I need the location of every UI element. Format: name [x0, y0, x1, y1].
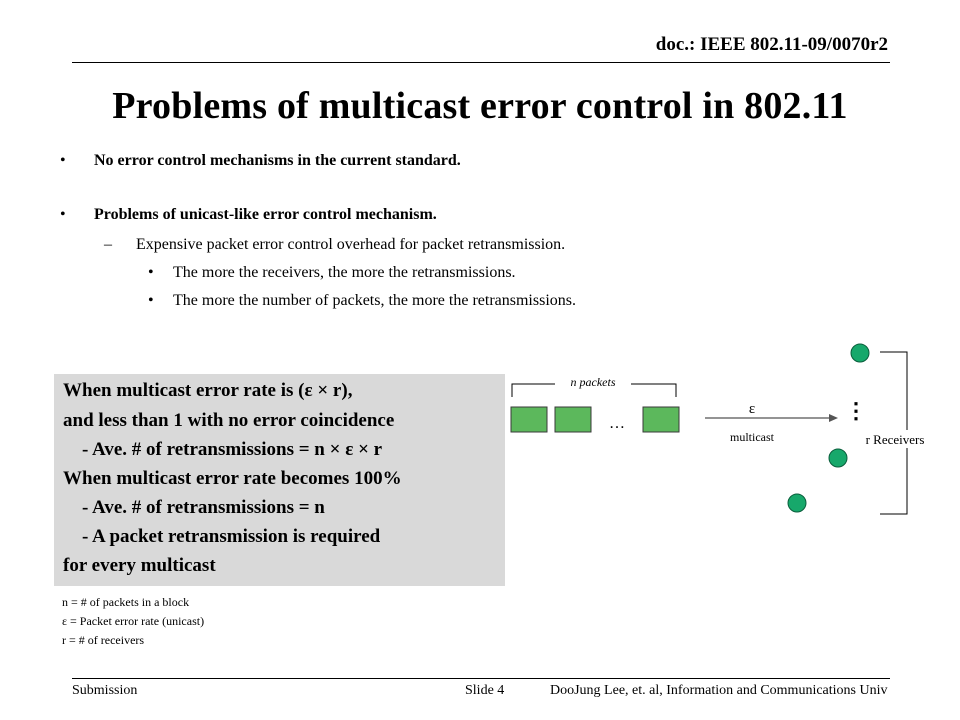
footer-submission: Submission — [72, 683, 138, 698]
footer-divider — [72, 678, 890, 679]
callout-line-2: and less than 1 with no error coincidence — [63, 410, 395, 431]
vertical-ellipsis: ⋮ — [845, 398, 867, 423]
retransmission-callout — [54, 374, 505, 586]
dash-marker: – — [104, 236, 112, 253]
note-epsilon-definition: ε = Packet error rate (unicast) — [62, 614, 205, 628]
multicast-label: multicast — [730, 430, 774, 444]
bullet-marker: • — [148, 292, 154, 309]
r-receivers-label: r Receivers — [865, 432, 925, 447]
footer-slide-number: Slide 4 — [465, 683, 505, 698]
packet-box — [511, 407, 547, 432]
callout-line-4: When multicast error rate becomes 100% — [63, 468, 402, 489]
callout-line-5: - Ave. # of retransmissions = n — [63, 497, 325, 518]
bullet-marker: • — [60, 206, 66, 223]
sub-sub-bullet-packets: The more the number of packets, the more the retransmissions. — [173, 292, 576, 309]
bullet-marker: • — [148, 264, 154, 281]
n-packets-label: n packets — [570, 375, 616, 389]
slide-title: Problems of multicast error control in 802.11 — [112, 85, 848, 127]
document-id: doc.: IEEE 802.11-09/0070r2 — [655, 34, 888, 55]
receiver-node — [851, 344, 869, 362]
callout-line-3: - Ave. # of retransmissions = n × ε × r — [63, 439, 383, 460]
packet-ellipsis: … — [609, 415, 625, 432]
callout-line-1: When multicast error rate is (ε × r), — [63, 380, 353, 401]
packet-box — [555, 407, 591, 432]
bullet-no-error-control: No error control mechanisms in the current standard. — [94, 152, 461, 169]
epsilon-label: ε — [748, 401, 756, 417]
sub-bullet-overhead: Expensive packet error control overhead for packet retransmission. — [136, 236, 566, 253]
callout-line-6: - A packet retransmission is required — [63, 526, 381, 547]
note-r-definition: r = # of receivers — [62, 633, 145, 647]
receiver-node — [829, 449, 847, 467]
arrow-head — [829, 414, 838, 422]
sub-sub-bullet-receivers: The more the receivers, the more the retransmissions. — [173, 264, 516, 281]
footer-author: DooJung Lee, et. al, Information and Communications Univ — [550, 683, 888, 698]
callout-line-7: for every multicast — [63, 555, 216, 576]
note-n-definition: n = # of packets in a block — [62, 595, 190, 609]
packet-box — [643, 407, 679, 432]
bullet-unicast-like-problems: Problems of unicast-like error control mechanism. — [94, 206, 437, 223]
bullet-marker: • — [60, 152, 66, 169]
receiver-node — [788, 494, 806, 512]
